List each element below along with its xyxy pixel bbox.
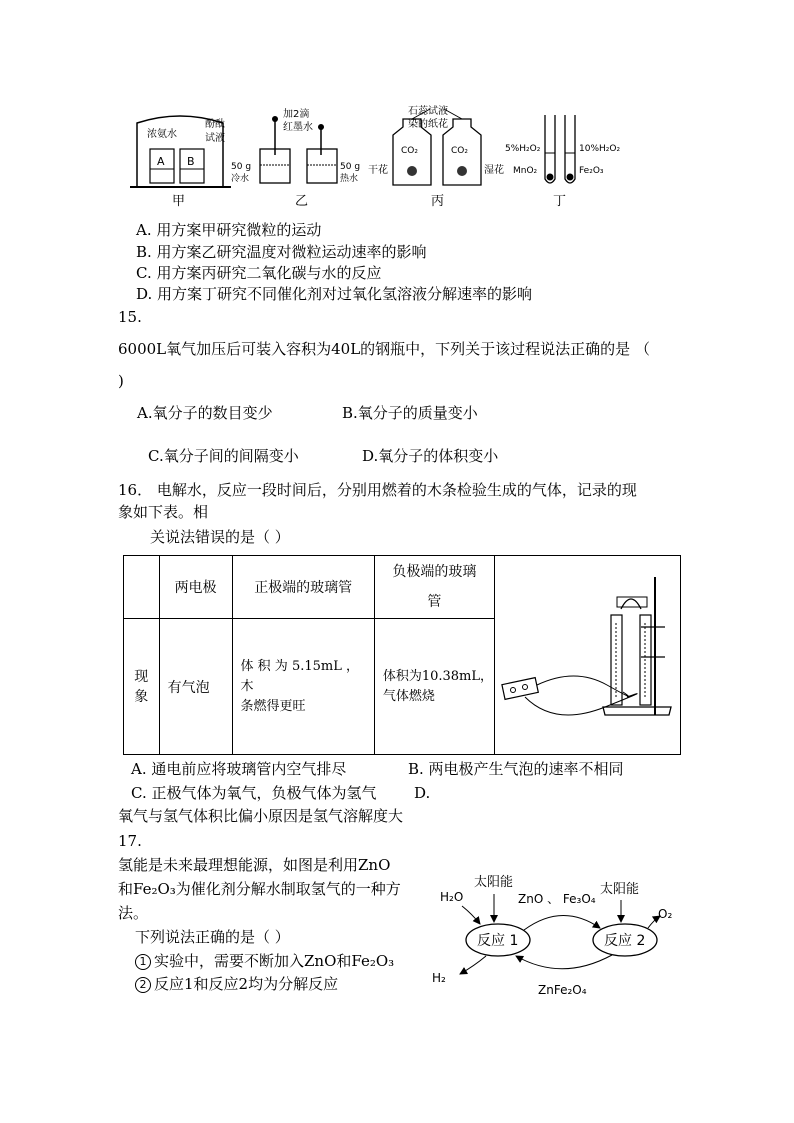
q16-stem-2: 象如下表。相 [118,503,209,521]
apparatus-yi [231,107,360,209]
bing-co2-left: CO₂ [401,146,418,156]
bing-left-label: 干花 [368,165,388,176]
q16-stem-1: 16． 电解水，反应一段时间后，分别用燃着的木条检验生成的气体，记录的现 [118,481,637,499]
table-cell-negative-line1: 体积为10.38mL， [382,668,494,684]
item-1-number: 1 [135,954,151,970]
table-header-positive: 正极端的玻璃管 [232,556,374,619]
q14-option-d: D. 用方案丁研究不同催化剂对过氧化氢溶液分解速率的影响 [136,285,533,303]
ding-right-1: 10%H₂O₂ [579,144,621,154]
label-o2: O₂ [658,907,673,921]
table-cell-bubbles: 有气泡 [159,619,232,755]
yi-left-1: 50 g [231,162,252,172]
q17-number: 17. [118,832,142,850]
q15-stem: 6000L氧气加压后可装入容积为40L的钢瓶中，下列关于该过程说法正确的是 （ [118,340,650,358]
label-mid-top: ZnO 、 Fe₃O₄ [518,892,596,906]
bing-caption: 丙 [431,194,445,209]
table-cell-negative [374,619,494,755]
table-cell-negative-line2: 气体燃烧 [382,688,435,704]
q17-stem-1: 氢能是未来最理想能源，如图是利用ZnO [118,856,391,874]
apparatus-ding [505,115,620,209]
ding-right-2: Fe₂O₃ [579,166,604,176]
q16-option-c: C. 正极气体为氧气，负极气体为氢气 [131,784,377,802]
item-2-number: 2 [135,977,151,993]
q17-item-2 [135,974,338,994]
jia-beaker-a: A [157,155,165,168]
q17-item-1 [135,951,394,971]
table-header-negative [374,556,494,619]
q15-option-b: B.氧分子的质量变小 [342,404,478,422]
table-row-label-2: 象 [134,688,149,705]
ding-caption: 丁 [553,194,567,209]
yi-caption: 乙 [295,194,309,209]
q16-table [123,555,681,755]
q15-number: 15. [118,308,142,326]
q15-option-a: A.氧分子的数目变少 [137,404,273,422]
q15-option-d: D.氧分子的体积变小 [362,447,499,465]
q16-option-d-label: D. [414,784,431,802]
label-h2: H₂ [432,971,446,985]
jia-label-left: 浓氨水 [147,129,177,140]
bing-co2-right: CO₂ [451,146,468,156]
table-header-electrodes: 两电极 [159,556,232,619]
q14-option-a: A. 用方案甲研究微粒的运动 [136,221,322,239]
label-h2o: H₂O [440,890,464,904]
apparatus-jia [130,116,231,209]
electrolysis-apparatus-figure [495,557,678,753]
q14-option-b: B. 用方案乙研究温度对微粒运动速率的影响 [136,243,427,261]
bing-top-2: 染的纸花 [408,119,448,130]
bing-top-1: 石蕊试液 [408,106,448,117]
q16-option-a: A. 通电前应将玻璃管内空气排尽 [131,760,347,778]
q15-option-c: C.氧分子间的间隔变小 [148,447,299,465]
label-reaction-1: 反应 1 [477,933,519,949]
label-sun-2: 太阳能 [600,882,640,897]
q14-experiment-figure [125,105,645,213]
ding-left-2: MnO₂ [513,166,538,176]
q17-stem-4: 下列说法正确的是（ ） [135,928,290,946]
label-reaction-2: 反应 2 [604,933,646,949]
table-header-negative-line1: 负极端的玻璃 [392,564,477,580]
q17-cycle-diagram [428,870,678,1000]
item-2-text: 反应1和反应2均为分解反应 [154,975,339,993]
jia-label-right-2: 试液 [205,133,225,144]
jia-label-right-1: 酚酞 [205,119,225,130]
table-row-label-1: 现 [134,668,149,685]
q17-stem-2: 和Fe₂O₃为催化剂分解水制取氢气的一种方 [118,880,401,898]
bing-right-label: 湿花 [484,165,504,176]
table-row-label [124,619,160,755]
q17-stem-3: 法。 [118,904,149,922]
jia-beaker-b: B [187,155,195,168]
item-1-text: 实验中，需要不断加入ZnO和Fe₂O₃ [154,952,395,970]
q16-option-d-text: 氧气与氢气体积比偏小原因是氢气溶解度大 [118,807,404,825]
q15-stem-end: ) [118,372,124,390]
table-cell-positive [232,619,374,755]
yi-right-2: 热水 [340,174,359,184]
ding-left-1: 5%H₂O₂ [505,144,541,154]
electrolysis-figure-cell [495,556,681,755]
jia-caption: 甲 [172,194,186,209]
q16-stem-3: 关说法错误的是（ ） [150,528,290,546]
apparatus-bing [368,105,504,209]
label-bottom: ZnFe₂O₄ [538,983,587,997]
yi-left-2: 冷水 [231,174,250,184]
yi-top-2: 红墨水 [283,122,313,133]
table-cell-positive-line2: 条燃得更旺 [240,698,306,714]
q14-option-c: C. 用方案丙研究二氧化碳与水的反应 [136,264,382,282]
table-corner-cell [124,556,160,619]
q16-option-b: B. 两电极产生气泡的速率不相同 [408,760,624,778]
label-sun-1: 太阳能 [474,875,514,890]
table-header-negative-line2: 管 [427,594,442,610]
yi-top-1: 加2滴 [283,109,310,120]
yi-right-1: 50 g [340,162,361,172]
table-cell-positive-line1: 体 积 为 5.15mL ， 木 [240,658,359,694]
